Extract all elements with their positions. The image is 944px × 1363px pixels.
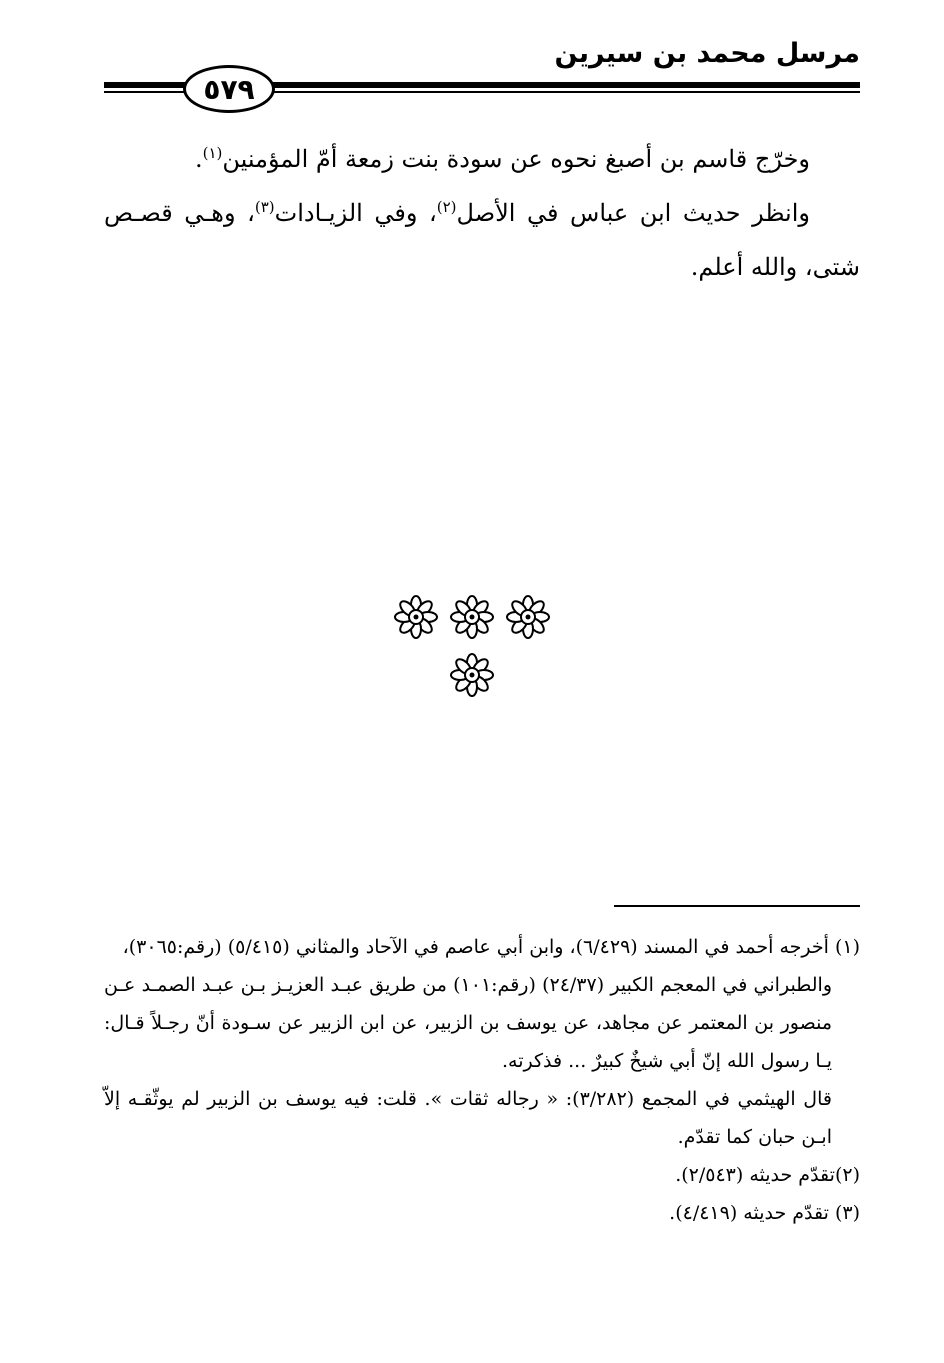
footnote-ref-3[interactable]: (٣) xyxy=(254,198,275,216)
footnote-ref-2[interactable]: (٢) xyxy=(436,198,457,216)
eight-petal-flower-icon xyxy=(450,653,494,697)
paragraph-1 xyxy=(104,132,860,186)
footnote-2: (٢)تقدّم حديثه (٢/٥٤٣). xyxy=(675,1164,860,1186)
paragraph-1-text: وخرّج قاسم بن أصبغ نحوه عن سودة بنت زمعة أمّ المؤمنين xyxy=(222,145,810,173)
paragraph-2-text-c: ، وهـي قصـص شتى، والله أعلم. xyxy=(104,199,860,281)
footnote-1-note: قال الهيثمي في المجمع (٣/٢٨٢): « رجاله ثقات ». قلت: فيه يوسف بن الزبير لم يوثّقـه إلاّ ابـن حبان كما تقدّم. xyxy=(104,1088,832,1148)
footnote-1-line-1: (١) أخرجه أحمد في المسند (٦/٤٢٩)، وابن أبي عاصم في الآحاد والمثاني (٥/٤١٥) (رقم:٣٠٦٥)، xyxy=(122,936,860,958)
section-divider-ornaments xyxy=(0,595,944,711)
paragraph-2-text-b: ، وفي الزيـادات xyxy=(274,199,437,227)
running-title: مرسل محمد بن سيرين xyxy=(554,38,860,69)
paragraph-2-text-a: وانظر حديث ابن عباس في الأصل xyxy=(456,199,810,227)
paragraph-1-end: . xyxy=(194,145,203,173)
eight-petal-flower-icon xyxy=(450,595,494,639)
footnote-1-line-2: والطبراني في المعجم الكبير (٢٤/٣٧) (رقم:١٠١) من طريق عبـد العزيـز بـن عبـد الصمـد عـن منصور بن المعتمر عن مجاهد، عن يوسف بن الزبير، عن ابن الزبير عن سـودة أنّ رجـلاً قـال: يـا رسول الله إنّ أبي شيخٌ كبيرٌ ... فذكرته. xyxy=(104,974,833,1072)
paragraph-2 xyxy=(104,186,860,294)
footnotes xyxy=(104,928,860,1232)
footnote-3: (٣) تقدّم حديثه (٤/٤١٩). xyxy=(669,1202,860,1224)
eight-petal-flower-icon xyxy=(394,595,438,639)
footnote-ref-1[interactable]: (١) xyxy=(202,144,223,162)
main-text xyxy=(104,132,860,294)
footnote-separator xyxy=(614,905,860,907)
page-number: ٥٧٩ xyxy=(183,65,275,113)
eight-petal-flower-icon xyxy=(506,595,550,639)
